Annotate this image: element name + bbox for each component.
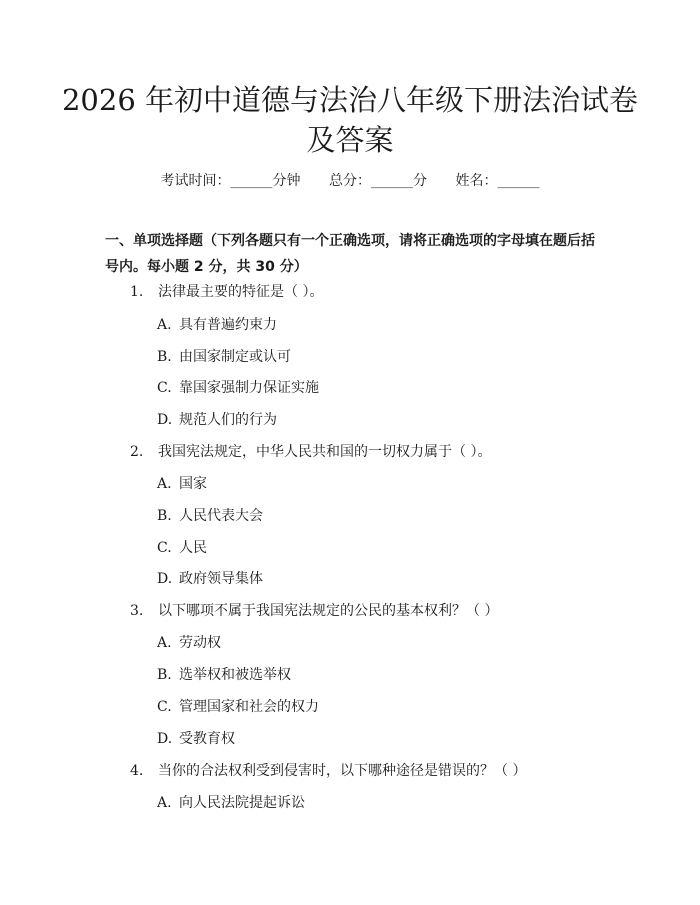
total-score: 总分：______分 <box>329 173 427 189</box>
option-letter: C. <box>157 380 172 396</box>
option-text: 由国家制定或认可 <box>179 349 291 365</box>
option-text: 选举权和被选举权 <box>179 667 291 683</box>
question <box>130 760 526 780</box>
option-text: 受教育权 <box>179 731 235 747</box>
question-number: 4. <box>130 763 144 779</box>
option <box>157 728 235 748</box>
section-heading: 一、单项选择题（下列各题只有一个正确选项，请将正确选项的字母填在题后括号内。每小题 2 分，共 30 分） <box>105 233 595 275</box>
exam-time: 考试时间：______分钟 <box>160 173 301 189</box>
option-text: 人民 <box>179 540 207 556</box>
question <box>130 281 323 301</box>
option-text: 靠国家强制力保证实施 <box>179 380 319 396</box>
option <box>157 409 277 429</box>
option-letter: D. <box>157 731 173 747</box>
question-text: 法律最主要的特征是（ ）。 <box>158 284 324 300</box>
option-text: 具有普遍约束力 <box>179 317 277 333</box>
option-text: 政府领导集体 <box>179 571 263 587</box>
option-letter: D. <box>157 571 173 587</box>
option-letter: B. <box>157 508 172 524</box>
option <box>157 505 263 525</box>
option-letter: A. <box>157 795 172 811</box>
question-text: 当你的合法权利受到侵害时，以下哪种途径是错误的？（ ） <box>158 763 527 779</box>
option-text: 劳动权 <box>179 635 221 651</box>
question-text: 以下哪项不属于我国宪法规定的公民的基本权利？（ ） <box>158 603 499 619</box>
question-number: 3. <box>130 603 144 619</box>
question-text: 我国宪法规定，中华人民共和国的一切权力属于（ ）。 <box>158 444 492 460</box>
option-text: 人民代表大会 <box>179 508 263 524</box>
question-number: 1. <box>130 284 144 300</box>
option-text: 国家 <box>179 476 207 492</box>
question <box>130 441 491 461</box>
option <box>157 314 277 334</box>
page-title <box>0 80 700 160</box>
option <box>157 792 305 812</box>
option-letter: A. <box>157 635 172 651</box>
option-letter: A. <box>157 317 172 333</box>
option <box>157 377 319 397</box>
option <box>157 473 207 493</box>
option <box>157 537 207 557</box>
option-letter: C. <box>157 540 172 556</box>
option <box>157 346 291 366</box>
option-letter: D. <box>157 412 173 428</box>
option <box>157 664 291 684</box>
exam-meta <box>0 170 700 190</box>
question-number: 2. <box>130 444 144 460</box>
option <box>157 568 263 588</box>
option-text: 向人民法院提起诉讼 <box>179 795 305 811</box>
title-line-1: 2026 年初中道德与法治八年级下册法治试卷 <box>61 83 639 117</box>
option <box>157 696 319 716</box>
student-name: 姓名：______ <box>455 173 540 189</box>
option-letter: C. <box>157 699 172 715</box>
question <box>130 600 498 620</box>
option-letter: B. <box>157 667 172 683</box>
option-text: 规范人们的行为 <box>179 412 277 428</box>
option-letter: A. <box>157 476 172 492</box>
option <box>157 632 221 652</box>
title-line-2: 及答案 <box>306 123 394 157</box>
option-text: 管理国家和社会的权力 <box>179 699 319 715</box>
option-letter: B. <box>157 349 172 365</box>
